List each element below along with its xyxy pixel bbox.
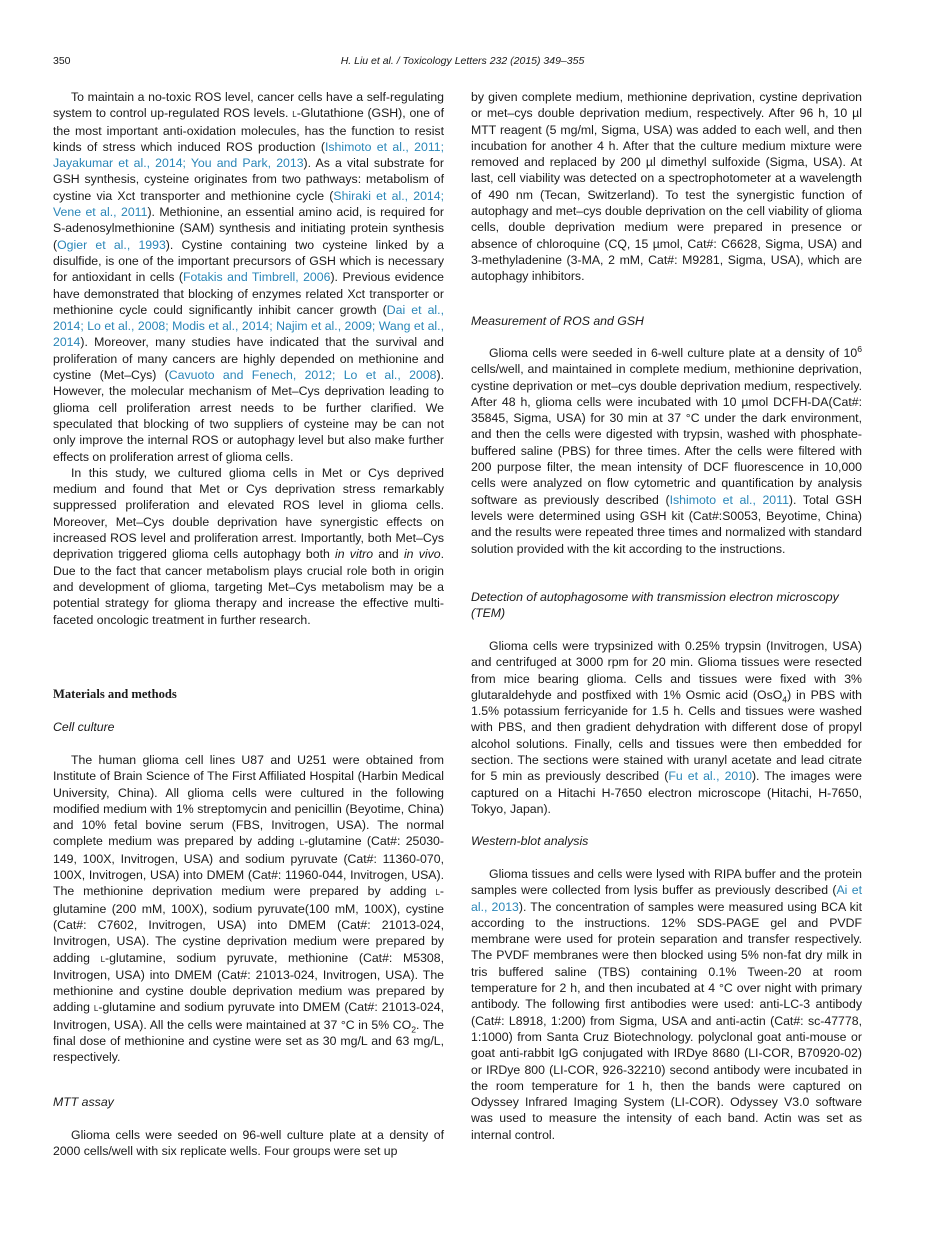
text-span: 4 [782, 694, 788, 705]
text-span: by given complete medium, methionine deprivation, cystine deprivation or met–cys double deprivation medium, respectively. After 96 h, 10 µl MTT reagent (5 mg/ml, Sigma, USA) was added to each well, and then incubation for another 4 h. After that the culture medium mixture were removed and replaced by 200 µl dimethyl sulfoxide (Sigma, USA). At last, cell viability was detected on a spectrophotometer at a wavelength of 490 nm (Tecan, Switzerland). To test the synergistic function of autophagy and met–cys double deprivation on the cell viability of glioma cells, double deprivation medium were prepared in presence or absence of chloroquine (CQ, 15 µmol, Cat#: C6628, Sigma, USA) and 3-methyladenine (3-MA, 2 mM, Cat#: M9281, Sigma, USA), which are autophagy inhibitors. [471, 90, 863, 284]
text-span: and [373, 547, 404, 562]
text-span: l [292, 108, 297, 121]
citation-link[interactable]: Cavuoto and Fenech, 2012; Lo et al., 2008 [168, 368, 437, 383]
text-span: in vitro [335, 547, 374, 562]
citation-link[interactable]: Ishimoto et al., 2011; Jayakumar et al., 2014; You and Park, 2013 [53, 139, 444, 171]
text-span: cells/well, and maintained in complete medium, methionine deprivation, cystine deprivation or met–cys double deprivation medium, respectively. After 48 h, glioma cells were incubated with 10 µmol DCFH-DA(Cat#: 35845, Sigma, USA) for 30 min at 37 °C under the dark environment, and then the cells were digested with trypsin, washed with phosphate-buffered saline (PBS) for three times. After the cells were filtered with 200 purpose filter, the mean intensity of DCF fluorescence in 10,000 cells were analyzed on flow cytometric and quantification by analysis software as previously described ( [471, 362, 862, 507]
text-span: To maintain a no-toxic ROS level, cancer cells have a self-regulating system to control up-regulated ROS levels. [53, 90, 444, 121]
paragraph [471, 866, 862, 1143]
text-span: The human glioma cell lines U87 and U251 were obtained from Institute of Brain Science of The First Affiliated Hospital (Harbin Medical University, China). All glioma cells were cultured in the following modified medium with 1% streptomycin and penicillin (Beyotime, China) and 10% fetal bovine serum (FBS, Invitrogen, USA). The normal complete medium was prepared by adding [53, 753, 444, 849]
text-span: -Glutathione (GSH), one of the most important anti-oxidation molecules, has the function to resist kinds of stress which induced ROS production ( [53, 106, 444, 154]
text-span: ). The concentration of samples were measured using BCA kit according to the instructions. 12% SDS-PAGE gel and PVDF membrane were used for protein separation and transfer respectively. The PVDF membranes were then blocked using 5% non-fat dry milk in tris buffered saline (TBS) containing 0.1% Tween-20 at room temperature for 2 h, and then incubated at 4 °C over night with primary antibody. The following first antibodies were used: anti-LC-3 antibody (Cat#: L8918, 1:200) from Sigma, USA and anti-actin (Cat#: sc-47778, 1:1000) from Santa Cruz Biotechnology. polyclonal goat anti-mouse or goat anti-rabbit IgG conjugated with IRDye 8680 (LI-COR, B70920-02) or IRDye 800 (LI-COR, 926-32210) second antibody were incubated in the room temperature for 1 h, then the bands were captured on Odyssey Infrared Imaging System (LI-COR). Odyssey V3.0 software was used to measure the intensity of each band. Actin was set as internal control. [471, 899, 862, 1142]
subsection-heading-cell-culture: Cell culture [53, 720, 115, 734]
citation-link[interactable]: Fu et al., 2010 [668, 769, 752, 784]
text-span: Glioma cells were trypsinized with 0.25% trypsin (Invitrogen, USA) and centrifuged at 3000 rpm for 20 min. Glioma tissues were resected from mice bearing glioma. Cells and tissues were fixed with 3% glutaraldehyde and postfixed with 1% Osmic acid (OsO [471, 639, 862, 702]
running-header: H. Liu et al. / Toxicology Letters 232 (2015) 349–355 [340, 55, 585, 67]
text-span: 6 [857, 343, 862, 354]
text-span: ) in PBS with 1.5% potassium ferricyanide for 1.5 h. Cells and tissues were washed with PBS, and then gradient dehydration with different dose of propyl alcohol solutions. Finally, cells and tissues were then embedded for section. The sections were stained with uranyl acetate and lead citrate for 5 min as previously described ( [471, 687, 863, 784]
citation-link[interactable]: Fotakis and Timbrell, 2006 [183, 270, 331, 285]
text-span: ). Cystine containing two cysteine linked by a disulfide, is one of the important precursors of GSH which is necessary for antioxidant in cells ( [53, 237, 444, 285]
text-span: 2 [411, 1024, 417, 1035]
text-span: ). Previous evidence have demonstrated that blocking of enzymes related Xct transporter or methionine cycle could significantly inhibit cancer growth ( [53, 270, 444, 317]
paragraph [471, 638, 862, 817]
text-block [471, 866, 862, 1143]
text-span: ). However, the molecular mechanism of Met–Cys deprivation leading to glioma cell proliferation arrest needs to be further clarified. We speculated that blocking of two suppliers of cysteine may be can not only improve the internal ROS or autophagy level but also make further effects on proliferation arrest of glioma cells. [53, 368, 444, 464]
text-span: . The final dose of methionine and cystine were set as 30 mg/L and 63 mg/L, respectively. [53, 1017, 444, 1065]
paragraph [53, 752, 444, 1066]
paragraph [471, 89, 862, 285]
text-span: -glutamine (Cat#: 25030-149, 100X, Invitrogen, USA) and sodium pyruvate (Cat#: 11360-070, 100X, Invitrogen, USA) into DMEM (Cat#: 11960-044, Invitrogen, USA). The methionine deprivation medium were prepared by adding [53, 834, 444, 899]
text-span: In this study, we cultured glioma cells in Met or Cys deprived medium and found that Met or Cys deprivation stress remarkably suppressed proliferation and elevated ROS level in glioma cells. Moreover, Met–Cys double deprivation have synergistic effects on increased ROS level and proliferation arrest. Importantly, both Met–Cys deprivation triggered glioma cells autophagy both [53, 465, 444, 562]
paragraph [471, 345, 862, 557]
text-span: Glioma cells were seeded on 96-well culture plate at a density of 2000 cells/well with six replicate wells. Four groups were set up [53, 1128, 444, 1159]
text-span: l [100, 952, 106, 965]
text-block [53, 89, 444, 628]
subsection-heading-western: Western-blot analysis [471, 834, 589, 848]
text-span: l [93, 1002, 99, 1015]
text-span: ). Total GSH levels were determined using GSH kit (Cat#:S0053, Beyotime, China) and the results were repeated three times and normalized with standard solution provided with the kit according to the instructions. [471, 492, 863, 556]
text-span: ). Methionine, an essential amino acid, is required for S-adenosylmethionine (SAM) synthesis and initiating protein synthesis ( [53, 205, 444, 252]
paragraph [53, 1127, 444, 1160]
text-span: l [435, 886, 440, 899]
text-span: Glioma tissues and cells were lysed with RIPA buffer and the protein samples were collected from lysis buffer as previously described ( [471, 867, 862, 898]
text-span: -glutamine, sodium pyruvate, methionine (Cat#: M5308, Invitrogen, USA) into DMEM (Cat#: 21013-024, Invitrogen, USA). The methionine and cystine double deprivation medium was prepared by adding [53, 950, 444, 1015]
text-block [471, 638, 862, 817]
text-span: l [299, 836, 305, 849]
text-span: Glioma cells were seeded in 6-well culture plate at a density of 10 [489, 346, 858, 360]
subsection-heading-mtt: MTT assay [53, 1095, 114, 1109]
text-span: ). As a vital substrate for GSH synthesis, cysteine originates from two pathways: metabolism of cystine via Xct transporter and methionine cycle ( [53, 156, 444, 203]
text-span: ). Moreover, many studies have indicated that the survival and proliferation of many cancers are highly depended on methionine and cystine (Met–Cys) ( [53, 335, 444, 383]
text-span: -glutamine and sodium pyruvate into DMEM (Cat#: 21013-024, Invitrogen, USA). All the cells were maintained at 37 °C in 5% CO [53, 1000, 444, 1032]
citation-link[interactable]: Ai et al., 2013 [471, 883, 862, 914]
citation-link[interactable]: Ogier et al., 1993 [57, 237, 166, 252]
page-number: 350 [53, 55, 71, 67]
text-span: in vivo [403, 547, 441, 562]
subsection-heading-ros: Measurement of ROS and GSH [471, 314, 644, 328]
text-block [53, 752, 444, 1066]
text-span: ). The images were captured on a Hitachi H-7650 electron microscope (Hitachi, H-7650, Tokyo, Japan). [471, 769, 862, 816]
citation-link[interactable]: Dai et al., 2014; Lo et al., 2008; Modis et al., 2014; Najim et al., 2009; Wang et al., 2014 [53, 302, 445, 350]
citation-link[interactable]: Shiraki et al., 2014; Vene et al., 2011 [53, 188, 444, 220]
text-block [53, 1127, 444, 1160]
citation-link[interactable]: Ishimoto et al., 2011 [669, 492, 789, 507]
subsection-heading-tem: Detection of autophagosome with transmission electron microscopy (TEM) [471, 590, 839, 621]
section-heading-materials: Materials and methods [53, 687, 177, 701]
paragraph [53, 465, 444, 628]
paragraph [53, 89, 444, 465]
text-span: . Due to the fact that cancer metabolism plays crucial role both in origin and development of glioma, targeting Met–Cys metabolism may be a potential strategy for glioma therapy and increase the effective multi-faceted oncologic treatment in further research. [53, 547, 445, 627]
text-span: -glutamine (200 mM, 100X), sodium pyruvate(100 mM, 100X), cystine (Cat#: C7602, Invitrogen, USA) into DMEM (Cat#: 21013-024, Invitrogen, USA). The cystine deprivation medium were prepared by adding [53, 884, 444, 965]
text-block [471, 89, 862, 285]
text-block [471, 345, 862, 557]
